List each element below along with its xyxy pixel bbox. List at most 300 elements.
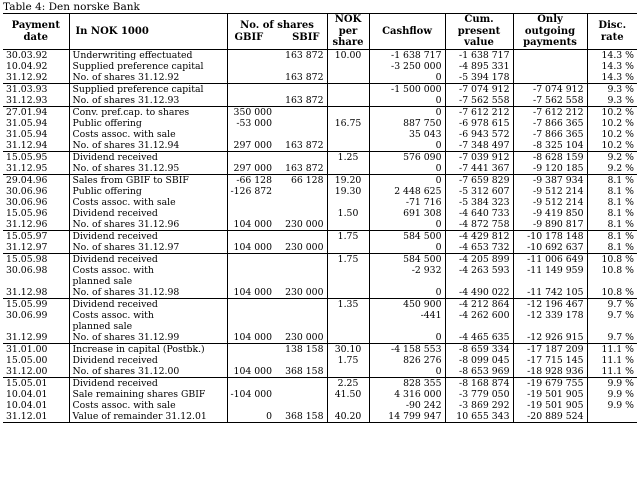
cell-payment-date: 29.04.96 xyxy=(3,175,69,187)
cell-shares-sbif xyxy=(275,389,327,400)
cell-shares-sbif xyxy=(275,208,327,219)
table-row xyxy=(3,242,637,254)
cell-shares-sbif xyxy=(275,118,327,129)
cell-cum-present-value xyxy=(445,276,513,287)
cell-nok-per-share xyxy=(327,321,369,332)
cell-cum-present-value: -4 490 022 xyxy=(445,287,513,299)
cell-cum-present-value: -8 653 969 xyxy=(445,366,513,378)
table-caption: Table 4: Den norske Bank xyxy=(3,1,140,13)
cell-description: Dividend received xyxy=(69,355,227,366)
cell-nok-per-share: 16.75 xyxy=(327,118,369,129)
table-row xyxy=(3,118,637,129)
cell-nok-per-share xyxy=(327,197,369,208)
cell-disc-rate: 10.2 % xyxy=(587,107,637,119)
cell-cashflow xyxy=(369,276,445,287)
cell-only-outgoing: -9 512 214 xyxy=(513,186,587,197)
cell-cashflow: -4 158 553 xyxy=(369,344,445,356)
cell-shares-sbif: 163 872 xyxy=(275,95,327,107)
cell-nok-per-share xyxy=(327,265,369,276)
cell-disc-rate: 14.3 % xyxy=(587,50,637,62)
cell-description: No. of shares 31.12.99 xyxy=(69,332,227,344)
cell-disc-rate: 11.1 % xyxy=(601,366,635,377)
cell-shares-gbif: -66 128 xyxy=(227,175,275,187)
cell-shares-sbif xyxy=(275,265,327,276)
cell-nok-per-share xyxy=(327,84,369,96)
cell-nok-per-share xyxy=(327,242,369,254)
cell-cum-present-value: -8 099 045 xyxy=(445,355,513,366)
cell-payment-date xyxy=(3,276,69,287)
cell-payment-date: 30.06.96 xyxy=(3,197,69,208)
cell-shares-gbif xyxy=(227,344,275,356)
table-row xyxy=(3,61,637,72)
table-row xyxy=(3,175,637,187)
cell-disc-rate: 10.2 % xyxy=(601,118,635,129)
cell-cum-present-value: -6 978 615 xyxy=(445,118,513,129)
cell-disc-rate: 8.1 % xyxy=(607,197,635,208)
cell-disc-rate xyxy=(587,276,637,287)
cell-shares-sbif xyxy=(275,84,327,96)
cell-cashflow: 0 xyxy=(369,219,445,231)
table-row xyxy=(3,129,637,140)
table-row xyxy=(3,152,637,164)
cell-only-outgoing: -8 628 159 xyxy=(513,152,587,164)
cell-nok-per-share xyxy=(327,276,369,287)
cell-shares-sbif xyxy=(275,186,327,197)
cell-description: Sales from GBIF to SBIF xyxy=(69,175,227,187)
cell-only-outgoing: -9 512 214 xyxy=(513,197,587,208)
table-row xyxy=(3,411,637,423)
table-row xyxy=(3,310,637,321)
cell-cashflow: 0 xyxy=(369,242,445,254)
cell-nok-per-share xyxy=(327,72,369,84)
cell-payment-date: 30.03.92 xyxy=(3,50,69,62)
cell-shares-gbif xyxy=(227,95,275,107)
cell-payment-date: 31.05.94 xyxy=(3,129,69,140)
cell-cashflow: 0 xyxy=(369,72,445,84)
cell-cum-present-value: -3 779 050 xyxy=(445,389,513,400)
cell-cum-present-value: -1 638 717 xyxy=(445,50,513,62)
cell-shares-sbif xyxy=(275,231,327,243)
cell-cashflow: 584 500 xyxy=(369,254,445,266)
cell-payment-date: 15.05.95 xyxy=(3,152,69,164)
table-header xyxy=(3,14,637,50)
cell-disc-rate: 11.1 % xyxy=(601,355,635,366)
cell-shares-sbif: 230 000 xyxy=(275,287,327,299)
cell-cum-present-value: -4 895 331 xyxy=(445,61,513,72)
cell-cashflow: 2 448 625 xyxy=(369,186,445,197)
cell-disc-rate: 9.9 % xyxy=(607,400,635,411)
cell-description: Dividend received xyxy=(69,254,227,266)
cell-only-outgoing: -17 187 209 xyxy=(513,344,587,356)
cell-shares-sbif: 163 872 xyxy=(275,163,327,175)
cell-disc-rate: 11.1 % xyxy=(587,344,637,356)
cell-payment-date: 15.05.99 xyxy=(3,299,69,311)
cell-shares-gbif xyxy=(227,310,275,321)
cell-cashflow: 0 xyxy=(369,287,445,299)
cell-nok-per-share xyxy=(327,61,369,72)
cell-only-outgoing: -19 679 755 xyxy=(513,378,587,390)
table-row xyxy=(3,107,637,119)
cell-only-outgoing xyxy=(513,50,587,62)
cell-only-outgoing: -9 387 934 xyxy=(513,175,587,187)
cell-nok-per-share: 19.20 xyxy=(327,175,369,187)
header-payment-date: Payment date xyxy=(3,14,69,50)
cell-shares-sbif: 230 000 xyxy=(275,219,327,231)
cell-cashflow: -90 242 xyxy=(369,400,445,411)
cell-cashflow: 0 xyxy=(369,95,445,107)
cell-cashflow: 887 750 xyxy=(369,118,445,129)
cell-disc-rate xyxy=(587,321,637,332)
cell-shares-sbif xyxy=(275,152,327,164)
table-row xyxy=(3,321,637,332)
cell-nok-per-share xyxy=(327,287,369,299)
cell-payment-date: 31.12.99 xyxy=(3,332,69,344)
header-cashflow: Cashflow xyxy=(369,14,445,50)
cell-only-outgoing xyxy=(513,72,587,84)
cell-shares-gbif xyxy=(227,197,275,208)
table-row xyxy=(3,276,637,287)
cell-cashflow: -1 500 000 xyxy=(369,84,445,96)
cell-disc-rate: 9.7 % xyxy=(587,299,637,311)
cell-shares-gbif xyxy=(227,50,275,62)
cell-description: Conv. pref.cap. to shares xyxy=(69,107,227,119)
cell-shares-gbif xyxy=(227,129,275,140)
cell-description: Costs assoc. with sale xyxy=(69,197,227,208)
cell-description: Supplied preference capital xyxy=(69,61,227,72)
cell-shares-gbif: 104 000 xyxy=(233,242,272,253)
cell-only-outgoing xyxy=(513,61,587,72)
header-description: In NOK 1000 xyxy=(69,14,227,50)
cell-disc-rate: 10.8 % xyxy=(587,254,637,266)
cell-shares-gbif: 297 000 xyxy=(233,140,272,151)
table-row xyxy=(3,140,637,152)
cell-shares-gbif xyxy=(227,61,275,72)
cell-payment-date: 15.05.96 xyxy=(3,208,69,219)
cell-shares-gbif xyxy=(227,265,275,276)
cell-nok-per-share xyxy=(327,366,369,378)
cell-cashflow: 576 090 xyxy=(369,152,445,164)
cell-cashflow: 14 799 947 xyxy=(369,411,445,423)
cell-payment-date: 31.05.94 xyxy=(3,118,69,129)
cell-payment-date: 31.12.92 xyxy=(3,72,69,84)
cell-cashflow: 35 043 xyxy=(369,129,445,140)
table-row xyxy=(3,299,637,311)
cell-shares-gbif xyxy=(227,299,275,311)
table-row xyxy=(3,163,637,175)
cell-description: No. of shares 31.12.98 xyxy=(69,287,227,299)
cell-disc-rate: 9.3 % xyxy=(607,95,635,106)
cell-only-outgoing xyxy=(513,276,587,287)
cell-only-outgoing: -17 715 145 xyxy=(513,355,587,366)
cell-disc-rate: 10.8 % xyxy=(601,265,635,276)
cell-cum-present-value: -5 384 323 xyxy=(445,197,513,208)
cell-cum-present-value: -7 074 912 xyxy=(445,84,513,96)
cell-disc-rate: 8.1 % xyxy=(607,219,635,230)
cell-shares-sbif xyxy=(275,107,327,119)
cell-shares-gbif: 104 000 xyxy=(233,332,272,343)
cell-disc-rate xyxy=(587,411,637,423)
cell-payment-date: 15.05.00 xyxy=(3,355,69,366)
table-row xyxy=(3,197,637,208)
cell-only-outgoing: -9 419 850 xyxy=(513,208,587,219)
cell-shares-gbif: 104 000 xyxy=(233,366,272,377)
cell-shares-sbif xyxy=(275,254,327,266)
cell-cum-present-value: -4 262 600 xyxy=(445,310,513,321)
cell-description: No. of shares 31.12.00 xyxy=(69,366,227,378)
cell-payment-date: 27.01.94 xyxy=(3,107,69,119)
cell-cashflow: -441 xyxy=(369,310,445,321)
cell-only-outgoing: -10 178 148 xyxy=(513,231,587,243)
cell-shares-gbif: -53 000 xyxy=(236,118,272,129)
cell-disc-rate: 14.3 % xyxy=(601,61,635,72)
cell-cashflow: -71 716 xyxy=(369,197,445,208)
cell-description: Underwriting effectuated xyxy=(69,50,227,62)
cell-cum-present-value: -4 263 593 xyxy=(445,265,513,276)
cell-payment-date: 10.04.01 xyxy=(3,389,69,400)
cell-only-outgoing: -7 074 912 xyxy=(513,84,587,96)
cell-shares-sbif: 230 000 xyxy=(275,242,327,254)
cell-cashflow: 0 xyxy=(369,163,445,175)
cell-nok-per-share: 1.75 xyxy=(327,254,369,266)
cell-payment-date: 30.06.98 xyxy=(3,265,69,276)
table-row xyxy=(3,254,637,266)
cell-description: Costs assoc. with xyxy=(69,265,227,276)
cell-nok-per-share: 1.50 xyxy=(327,208,369,219)
cell-disc-rate: 8.1 % xyxy=(587,231,637,243)
table-row xyxy=(3,400,637,411)
cell-nok-per-share xyxy=(327,219,369,231)
cell-payment-date: 31.12.97 xyxy=(3,242,69,254)
cell-payment-date: 31.12.00 xyxy=(3,366,69,378)
cell-shares-gbif: 350 000 xyxy=(227,107,275,119)
cell-description: Dividend received xyxy=(69,231,227,243)
cell-only-outgoing: -12 926 915 xyxy=(513,332,587,344)
cell-description: Public offering xyxy=(69,118,227,129)
table-row xyxy=(3,344,637,356)
cell-shares-sbif: 138 158 xyxy=(275,344,327,356)
table-row xyxy=(3,50,637,62)
cell-payment-date: 31.01.00 xyxy=(3,344,69,356)
cell-shares-sbif: 368 158 xyxy=(275,411,327,423)
cell-nok-per-share xyxy=(327,140,369,152)
cell-nok-per-share: 2.25 xyxy=(327,378,369,390)
cell-cum-present-value: -4 872 758 xyxy=(445,219,513,231)
cell-only-outgoing: -12 339 178 xyxy=(513,310,587,321)
cell-payment-date: 15.05.97 xyxy=(3,231,69,243)
cell-description: Costs assoc. with xyxy=(69,310,227,321)
cell-description: Costs assoc. with sale xyxy=(69,129,227,140)
cell-cashflow: -1 638 717 xyxy=(369,50,445,62)
cell-cum-present-value: -7 348 497 xyxy=(445,140,513,152)
cell-shares-sbif xyxy=(275,197,327,208)
cell-shares-gbif: -104 000 xyxy=(230,389,273,400)
cell-description: No. of shares 31.12.95 xyxy=(69,163,227,175)
header-number-of-shares: No. of shares GBIF SBIF xyxy=(227,14,327,50)
cell-nok-per-share xyxy=(327,400,369,411)
cell-cum-present-value: -7 659 829 xyxy=(445,175,513,187)
cell-payment-date: 31.12.95 xyxy=(3,163,69,175)
cell-nok-per-share xyxy=(327,107,369,119)
cell-disc-rate: 9.9 % xyxy=(587,378,637,390)
cell-shares-gbif xyxy=(227,276,275,287)
table-row xyxy=(3,265,637,276)
cell-cashflow: 0 xyxy=(369,366,445,378)
cell-description: Value of remainder 31.12.01 xyxy=(69,411,227,423)
cell-description: No. of shares 31.12.97 xyxy=(69,242,227,254)
cell-shares-gbif: 104 000 xyxy=(233,219,272,230)
cell-shares-sbif xyxy=(275,400,327,411)
cell-cashflow: 691 308 xyxy=(369,208,445,219)
cell-nok-per-share: 1.25 xyxy=(327,152,369,164)
cell-shares-sbif: 368 158 xyxy=(275,366,327,378)
cell-cum-present-value: -4 653 732 xyxy=(445,242,513,254)
cell-only-outgoing: -7 562 558 xyxy=(513,95,587,107)
cell-shares-gbif xyxy=(227,208,275,219)
cell-description: planned sale xyxy=(69,321,227,332)
cell-cum-present-value: -4 205 899 xyxy=(445,254,513,266)
cell-cum-present-value: -5 394 178 xyxy=(445,72,513,84)
cell-only-outgoing: -10 692 637 xyxy=(513,242,587,254)
cell-disc-rate: 10.2 % xyxy=(601,129,635,140)
cell-cum-present-value: -4 212 864 xyxy=(445,299,513,311)
header-nok-per-share: NOK per share xyxy=(327,14,369,50)
cell-only-outgoing: -19 501 905 xyxy=(513,389,587,400)
cell-disc-rate: 9.7 % xyxy=(607,310,635,321)
cell-description: Dividend received xyxy=(69,378,227,390)
header-cum-present-value: Cum. present value xyxy=(445,14,513,50)
cell-only-outgoing: -11 149 959 xyxy=(513,265,587,276)
cell-shares-sbif xyxy=(275,321,327,332)
cell-shares-sbif xyxy=(275,299,327,311)
cell-cum-present-value: 10 655 343 xyxy=(445,411,513,423)
table-row xyxy=(3,287,637,299)
cell-cum-present-value: -5 312 607 xyxy=(445,186,513,197)
cell-description: Increase in capital (Postbk.) xyxy=(69,344,227,356)
cell-disc-rate: 9.2 % xyxy=(607,163,635,174)
cell-shares-gbif xyxy=(227,72,275,84)
cell-nok-per-share: 41.50 xyxy=(327,389,369,400)
cell-shares-sbif: 66 128 xyxy=(275,175,327,187)
cell-cum-present-value: -7 612 212 xyxy=(445,107,513,119)
cell-payment-date: 10.04.01 xyxy=(3,400,69,411)
cell-description: Dividend received xyxy=(69,208,227,219)
cell-shares-gbif: 104 000 xyxy=(233,287,272,298)
cell-only-outgoing: -11 006 649 xyxy=(513,254,587,266)
cell-shares-sbif: 163 872 xyxy=(275,140,327,152)
header-disc-rate: Disc. rate xyxy=(598,20,627,43)
table-row xyxy=(3,355,637,366)
cell-shares-gbif xyxy=(227,254,275,266)
table-row xyxy=(3,72,637,84)
cell-payment-date xyxy=(3,321,69,332)
table-row xyxy=(3,186,637,197)
cell-cum-present-value: -8 168 874 xyxy=(445,378,513,390)
cell-nok-per-share xyxy=(327,129,369,140)
cell-disc-rate: 8.1 % xyxy=(607,242,635,253)
cell-payment-date: 15.05.01 xyxy=(3,378,69,390)
cell-only-outgoing: -7 866 365 xyxy=(513,129,587,140)
cell-only-outgoing: -8 325 104 xyxy=(513,140,587,152)
cell-cum-present-value: -4 465 635 xyxy=(445,332,513,344)
header-gbif: GBIF xyxy=(234,31,264,43)
cell-nok-per-share: 40.20 xyxy=(327,411,369,423)
table-row xyxy=(3,389,637,400)
cell-nok-per-share: 1.75 xyxy=(327,355,369,366)
cell-payment-date: 31.12.01 xyxy=(3,411,69,423)
cell-payment-date: 10.04.92 xyxy=(3,61,69,72)
cell-shares-gbif xyxy=(227,152,275,164)
cell-shares-gbif xyxy=(227,321,275,332)
cell-cum-present-value: -8 659 334 xyxy=(445,344,513,356)
cell-description: Costs assoc. with sale xyxy=(69,400,227,411)
cell-payment-date: 30.06.99 xyxy=(3,310,69,321)
cell-cashflow: 0 xyxy=(369,140,445,152)
cell-description: Supplied preference capital xyxy=(69,84,227,96)
cell-nok-per-share: 1.75 xyxy=(327,231,369,243)
cell-description: No. of shares 31.12.94 xyxy=(69,140,227,152)
cell-shares-gbif: 0 xyxy=(227,411,275,423)
table-body xyxy=(3,50,637,423)
cell-shares-sbif xyxy=(275,61,327,72)
cell-payment-date: 31.12.93 xyxy=(3,95,69,107)
header-sbif: SBIF xyxy=(292,31,320,43)
cell-payment-date: 31.12.94 xyxy=(3,140,69,152)
cell-payment-date: 31.12.98 xyxy=(3,287,69,299)
cell-description: No. of shares 31.12.96 xyxy=(69,219,227,231)
cell-nok-per-share: 1.35 xyxy=(327,299,369,311)
cell-cashflow: 450 900 xyxy=(369,299,445,311)
cell-disc-rate: 8.1 % xyxy=(607,186,635,197)
table-row xyxy=(3,231,637,243)
cell-disc-rate: 9.9 % xyxy=(607,389,635,400)
cell-disc-rate: 9.3 % xyxy=(587,84,637,96)
cell-only-outgoing: -11 742 105 xyxy=(513,287,587,299)
cell-nok-per-share: 10.00 xyxy=(327,50,369,62)
cell-nok-per-share xyxy=(327,310,369,321)
cell-description: Dividend received xyxy=(69,152,227,164)
cell-nok-per-share: 19.30 xyxy=(327,186,369,197)
cell-payment-date: 30.06.96 xyxy=(3,186,69,197)
cell-only-outgoing: -20 889 524 xyxy=(513,411,587,423)
cell-shares-sbif: 230 000 xyxy=(275,332,327,344)
table-row xyxy=(3,95,637,107)
cell-description: No. of shares 31.12.93 xyxy=(69,95,227,107)
table-row xyxy=(3,208,637,219)
cell-nok-per-share xyxy=(327,95,369,107)
cell-description: Public offering xyxy=(69,186,227,197)
cell-cashflow: 584 500 xyxy=(369,231,445,243)
cell-only-outgoing: -9 890 817 xyxy=(513,219,587,231)
cell-description: No. of shares 31.12.92 xyxy=(69,72,227,84)
cell-disc-rate: 8.1 % xyxy=(587,175,637,187)
cell-cum-present-value: -7 039 912 xyxy=(445,152,513,164)
cell-cashflow: 0 xyxy=(369,107,445,119)
cell-disc-rate: 8.1 % xyxy=(607,208,635,219)
cell-disc-rate: 10.8 % xyxy=(601,287,635,298)
cell-cum-present-value: -4 640 733 xyxy=(445,208,513,219)
cell-nok-per-share xyxy=(327,163,369,175)
cell-shares-gbif xyxy=(227,231,275,243)
cell-shares-sbif xyxy=(275,378,327,390)
cashflow-table xyxy=(3,13,637,423)
cell-nok-per-share: 30.10 xyxy=(327,344,369,356)
header-only-outgoing-payments: Only outgoing payments xyxy=(513,14,587,50)
cell-shares-sbif: 163 872 xyxy=(275,50,327,62)
cell-shares-sbif xyxy=(275,276,327,287)
cell-cashflow: -3 250 000 xyxy=(369,61,445,72)
cell-shares-sbif xyxy=(275,355,327,366)
cell-nok-per-share xyxy=(327,332,369,344)
